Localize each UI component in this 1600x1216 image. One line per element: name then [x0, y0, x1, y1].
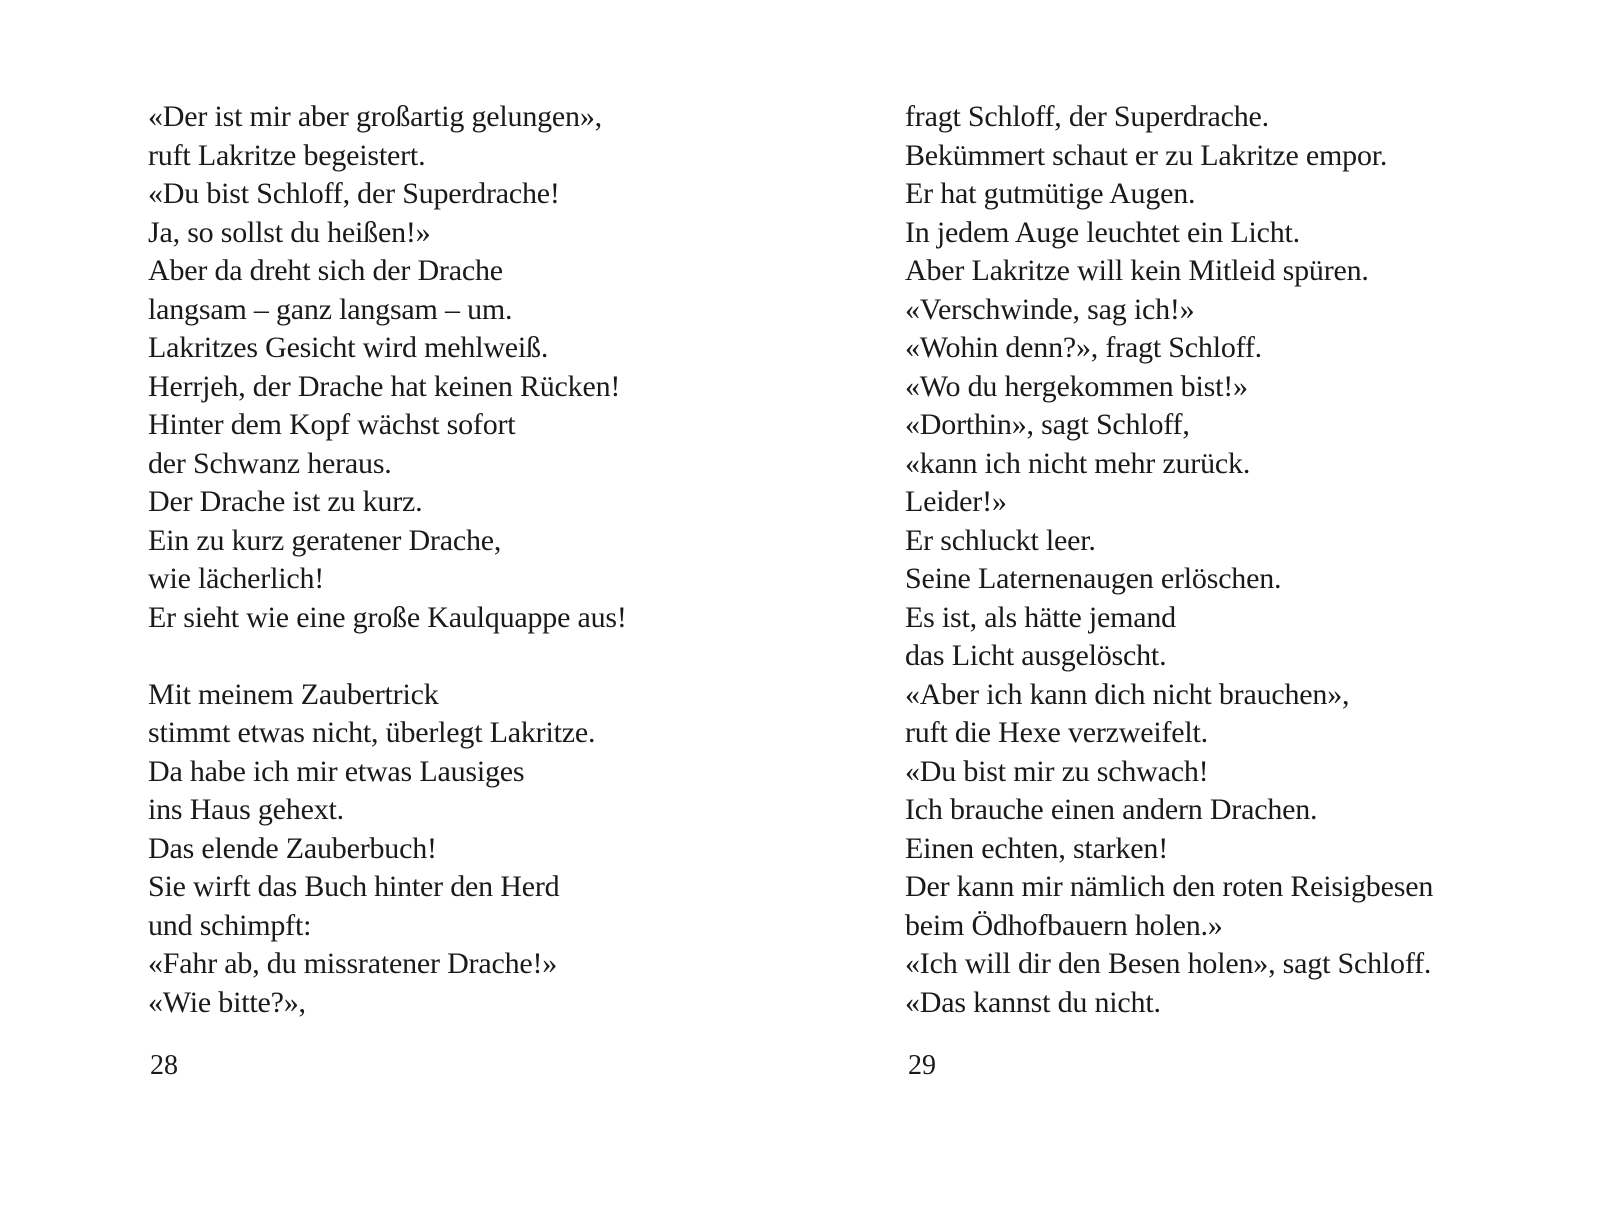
page-number-left: 28	[150, 1050, 178, 1081]
text-line: In jedem Auge leuchtet ein Licht.	[905, 215, 1300, 249]
text-line: «Wie bitte?»,	[148, 985, 306, 1019]
text-line: «Du bist mir zu schwach!	[905, 754, 1209, 788]
text-line: langsam – ganz langsam – um.	[148, 292, 513, 326]
text-line: Hinter dem Kopf wächst sofort	[148, 408, 516, 441]
text-line: ruft die Hexe verzweifelt.	[905, 716, 1208, 749]
text-line: der Schwanz heraus.	[148, 446, 392, 480]
text-line: «kann ich nicht mehr zurück.	[905, 446, 1251, 480]
text-line: «Wohin denn?», fragt Schloff.	[905, 331, 1262, 364]
text-line: stimmt etwas nicht, überlegt Lakritze.	[148, 716, 596, 749]
text-line: Aber Lakritze will kein Mitleid spüren.	[905, 254, 1369, 287]
text-line: ruft Lakritze begeistert.	[148, 138, 426, 172]
text-line: und schimpft:	[148, 908, 312, 942]
text-line: Der kann mir nämlich den roten Reisigbesen	[905, 870, 1434, 903]
text-line: «Du bist Schloff, der Superdrache!	[148, 177, 560, 210]
text-line: «Fahr ab, du missratener Drache!»	[148, 947, 558, 980]
text-line: «Der ist mir aber großartig gelungen»,	[148, 100, 602, 133]
text-line: «Wo du hergekommen bist!»	[905, 369, 1248, 403]
text-line: Er schluckt leer.	[905, 523, 1096, 557]
text-line: Bekümmert schaut er zu Lakritze empor.	[905, 138, 1388, 172]
text-line: Er hat gutmütige Augen.	[905, 177, 1196, 210]
text-line: «Aber ich kann dich nicht brauchen»,	[905, 677, 1350, 711]
text-line: Ein zu kurz geratener Drache,	[148, 523, 502, 557]
text-line: beim Ödhofbauern holen.»	[905, 908, 1223, 942]
text-line: «Dorthin», sagt Schloff,	[905, 408, 1190, 441]
text-line: «Verschwinde, sag ich!»	[905, 292, 1195, 326]
stanza	[148, 676, 748, 1023]
text-line: Er sieht wie eine große Kaulquappe aus!	[148, 600, 627, 634]
text-line: Leider!»	[905, 485, 1007, 518]
text-line: wie lächerlich!	[148, 562, 325, 595]
text-line: Herrjeh, der Drache hat keinen Rücken!	[148, 369, 621, 403]
text-line: «Das kannst du nicht.	[905, 985, 1161, 1019]
text-line: Sie wirft das Buch hinter den Herd	[148, 870, 560, 903]
page-number-right: 29	[908, 1050, 936, 1081]
text-line: Es ist, als hätte jemand	[905, 600, 1176, 634]
text-line: ins Haus gehext.	[148, 793, 344, 826]
text-line: Das elende Zauberbuch!	[148, 831, 437, 865]
text-line: Aber da dreht sich der Drache	[148, 254, 503, 287]
text-line: Ja, so sollst du heißen!»	[148, 215, 431, 249]
text-line: Mit meinem Zaubertrick	[148, 677, 439, 711]
text-line: fragt Schloff, der Superdrache.	[905, 100, 1269, 133]
right-page	[905, 98, 1545, 1022]
text-line: Einen echten, starken!	[905, 831, 1168, 865]
text-line: Lakritzes Gesicht wird mehlweiß.	[148, 331, 549, 364]
stanza	[148, 98, 748, 637]
text-line: Der Drache ist zu kurz.	[148, 485, 423, 518]
text-line: «Ich will dir den Besen holen», sagt Schloff.	[905, 947, 1432, 980]
text-line: Seine Laternenaugen erlöschen.	[905, 562, 1282, 595]
left-page	[148, 98, 748, 1022]
text-line: das Licht ausgelöscht.	[905, 639, 1167, 672]
stanza	[905, 98, 1545, 1022]
text-line: Ich brauche einen andern Drachen.	[905, 793, 1318, 826]
text-line: Da habe ich mir etwas Lausiges	[148, 754, 525, 788]
